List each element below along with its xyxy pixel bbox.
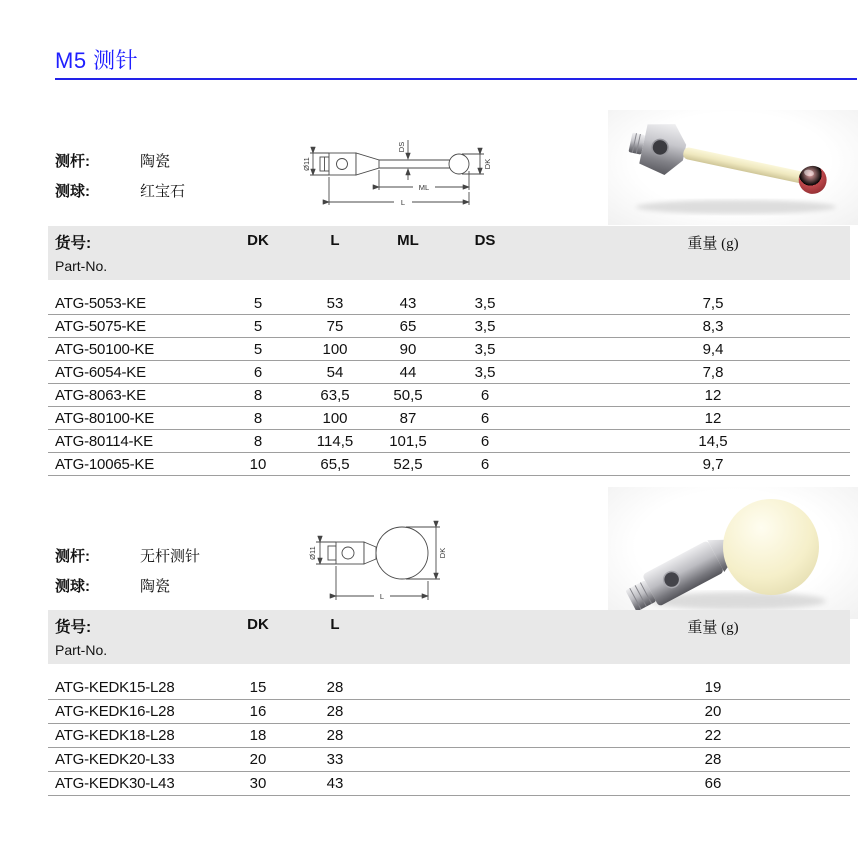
l-cell: 43 (326, 775, 344, 792)
col-header-dk: DK (247, 232, 269, 249)
table2-header (48, 610, 850, 664)
dim-label-dia: Ø11 (302, 157, 311, 171)
part-no-cell: ATG-KEDK16-L28 (55, 703, 175, 720)
dk-cell: 30 (249, 775, 267, 792)
table-row (48, 292, 850, 315)
spec-row-ball (55, 575, 295, 596)
table-row (48, 315, 850, 338)
ball-label: 测球: (55, 578, 90, 595)
parts-table-stylus (48, 226, 850, 476)
ball-label: 测球: (55, 183, 90, 200)
l-cell: 100 (322, 340, 348, 358)
dim-label-l: L (400, 198, 406, 207)
col-header-l: L (330, 232, 340, 249)
weight-cell: 9,4 (702, 340, 724, 358)
ball-value: 红宝石 (140, 183, 186, 200)
table-row (48, 700, 850, 724)
col-header-l: L (330, 616, 340, 633)
dim-label-ml: ML (418, 183, 430, 192)
shaft-value: 无杆测针 (140, 548, 201, 565)
weight-cell: 28 (704, 751, 722, 768)
dk-cell: 16 (249, 703, 267, 720)
shaft-label: 测杆: (55, 153, 90, 170)
weight-cell: 8,3 (702, 317, 724, 335)
col-header-weight: 重量 (g) (687, 236, 739, 252)
table1-header (48, 226, 850, 280)
table-row (48, 430, 850, 453)
ml-cell: 65 (399, 317, 417, 335)
dk-cell: 8 (253, 409, 263, 427)
dk-cell: 18 (249, 727, 267, 744)
weight-cell: 66 (704, 775, 722, 792)
weight-cell: 19 (704, 679, 722, 696)
ds-cell: 6 (480, 386, 490, 404)
table-row (48, 361, 850, 384)
l-cell: 33 (326, 751, 344, 768)
l-cell: 54 (326, 363, 344, 381)
dk-cell: 10 (249, 455, 267, 473)
l-cell: 100 (322, 409, 348, 427)
weight-cell: 12 (704, 386, 722, 404)
page-title: M5 测针 (55, 48, 139, 73)
dk-cell: 6 (253, 363, 263, 381)
spec-row-shaft (55, 150, 295, 171)
dim-label-dia: Ø11 (308, 546, 317, 560)
weight-cell: 14,5 (698, 432, 728, 450)
weight-cell: 7,5 (702, 294, 724, 312)
dim-label-dk: DK (438, 547, 447, 559)
table-row (48, 772, 850, 796)
table-row (48, 384, 850, 407)
dim-label-ds: DS (397, 141, 406, 153)
col-header-ds: DS (474, 232, 496, 249)
ds-cell: 3,5 (474, 317, 496, 335)
part-no-cell: ATG-KEDK20-L33 (55, 751, 175, 768)
col-header-dk: DK (247, 616, 269, 633)
shaft-label: 测杆: (55, 548, 90, 565)
l-cell: 75 (326, 317, 344, 335)
table1-body (48, 292, 850, 476)
ds-cell: 6 (480, 455, 490, 473)
dk-cell: 5 (253, 340, 263, 358)
ds-cell: 6 (480, 409, 490, 427)
ml-cell: 44 (399, 363, 417, 381)
ml-cell: 90 (399, 340, 417, 358)
part-no-cell: ATG-KEDK30-L43 (55, 775, 175, 792)
stylus-dimension-diagram (300, 116, 510, 219)
l-cell: 65,5 (320, 455, 350, 473)
spec-row-ball (55, 180, 295, 201)
part-no-cell: ATG-80114-KE (55, 432, 153, 450)
ball-stylus-photo (608, 487, 858, 619)
col-header-weight: 重量 (g) (687, 620, 739, 636)
l-cell: 63,5 (320, 386, 350, 404)
dk-cell: 20 (249, 751, 267, 768)
ml-cell: 50,5 (393, 386, 423, 404)
ball-value: 陶瓷 (140, 578, 171, 595)
weight-cell: 22 (704, 727, 722, 744)
part-no-cell: ATG-80100-KE (55, 409, 155, 427)
dk-cell: 8 (253, 432, 263, 450)
l-cell: 53 (326, 294, 344, 312)
part-no-cell: ATG-8063-KE (55, 386, 146, 404)
l-cell: 114,5 (316, 432, 354, 450)
dk-cell: 15 (249, 679, 267, 696)
ml-cell: 101,5 (389, 432, 427, 450)
dim-label-dk: DK (483, 158, 492, 170)
part-no-header: 货号: Part-No. (55, 619, 108, 658)
part-no-cell: ATG-KEDK18-L28 (55, 727, 175, 744)
title-underline (55, 78, 857, 80)
dim-label-l: L (379, 592, 385, 601)
ds-cell: 3,5 (474, 340, 496, 358)
shaft-value: 陶瓷 (140, 153, 171, 170)
table-row (48, 748, 850, 772)
ds-cell: 6 (480, 432, 490, 450)
l-cell: 28 (326, 679, 344, 696)
ml-cell: 87 (399, 409, 417, 427)
part-no-cell: ATG-5075-KE (55, 317, 146, 335)
weight-cell: 12 (704, 409, 722, 427)
dk-cell: 5 (253, 317, 263, 335)
l-cell: 28 (326, 727, 344, 744)
section2-specs (55, 545, 295, 605)
dk-cell: 5 (253, 294, 263, 312)
ds-cell: 3,5 (474, 363, 496, 381)
weight-cell: 9,7 (702, 455, 724, 473)
weight-cell: 7,8 (702, 363, 724, 381)
part-no-cell: ATG-50100-KE (55, 340, 155, 358)
table-row (48, 407, 850, 430)
parts-table-ball (48, 610, 850, 796)
stylus-photo (608, 110, 858, 225)
dk-cell: 8 (253, 386, 263, 404)
table-row (48, 338, 850, 361)
part-no-header: 货号: Part-No. (55, 235, 108, 274)
ml-cell: 43 (399, 294, 417, 312)
spec-row-shaft (55, 545, 295, 566)
ball-dimension-diagram (306, 512, 451, 612)
part-no-cell: ATG-10065-KE (55, 455, 155, 473)
col-header-ml: ML (397, 232, 419, 249)
ml-cell: 52,5 (393, 455, 423, 473)
section1-specs (55, 150, 295, 210)
table-row (48, 724, 850, 748)
part-no-cell: ATG-KEDK15-L28 (55, 679, 175, 696)
table-row (48, 453, 850, 476)
part-no-cell: ATG-6054-KE (55, 363, 146, 381)
l-cell: 28 (326, 703, 344, 720)
part-no-cell: ATG-5053-KE (55, 294, 146, 312)
table2-body (48, 676, 850, 796)
weight-cell: 20 (704, 703, 722, 720)
ds-cell: 3,5 (474, 294, 496, 312)
table-row (48, 676, 850, 700)
